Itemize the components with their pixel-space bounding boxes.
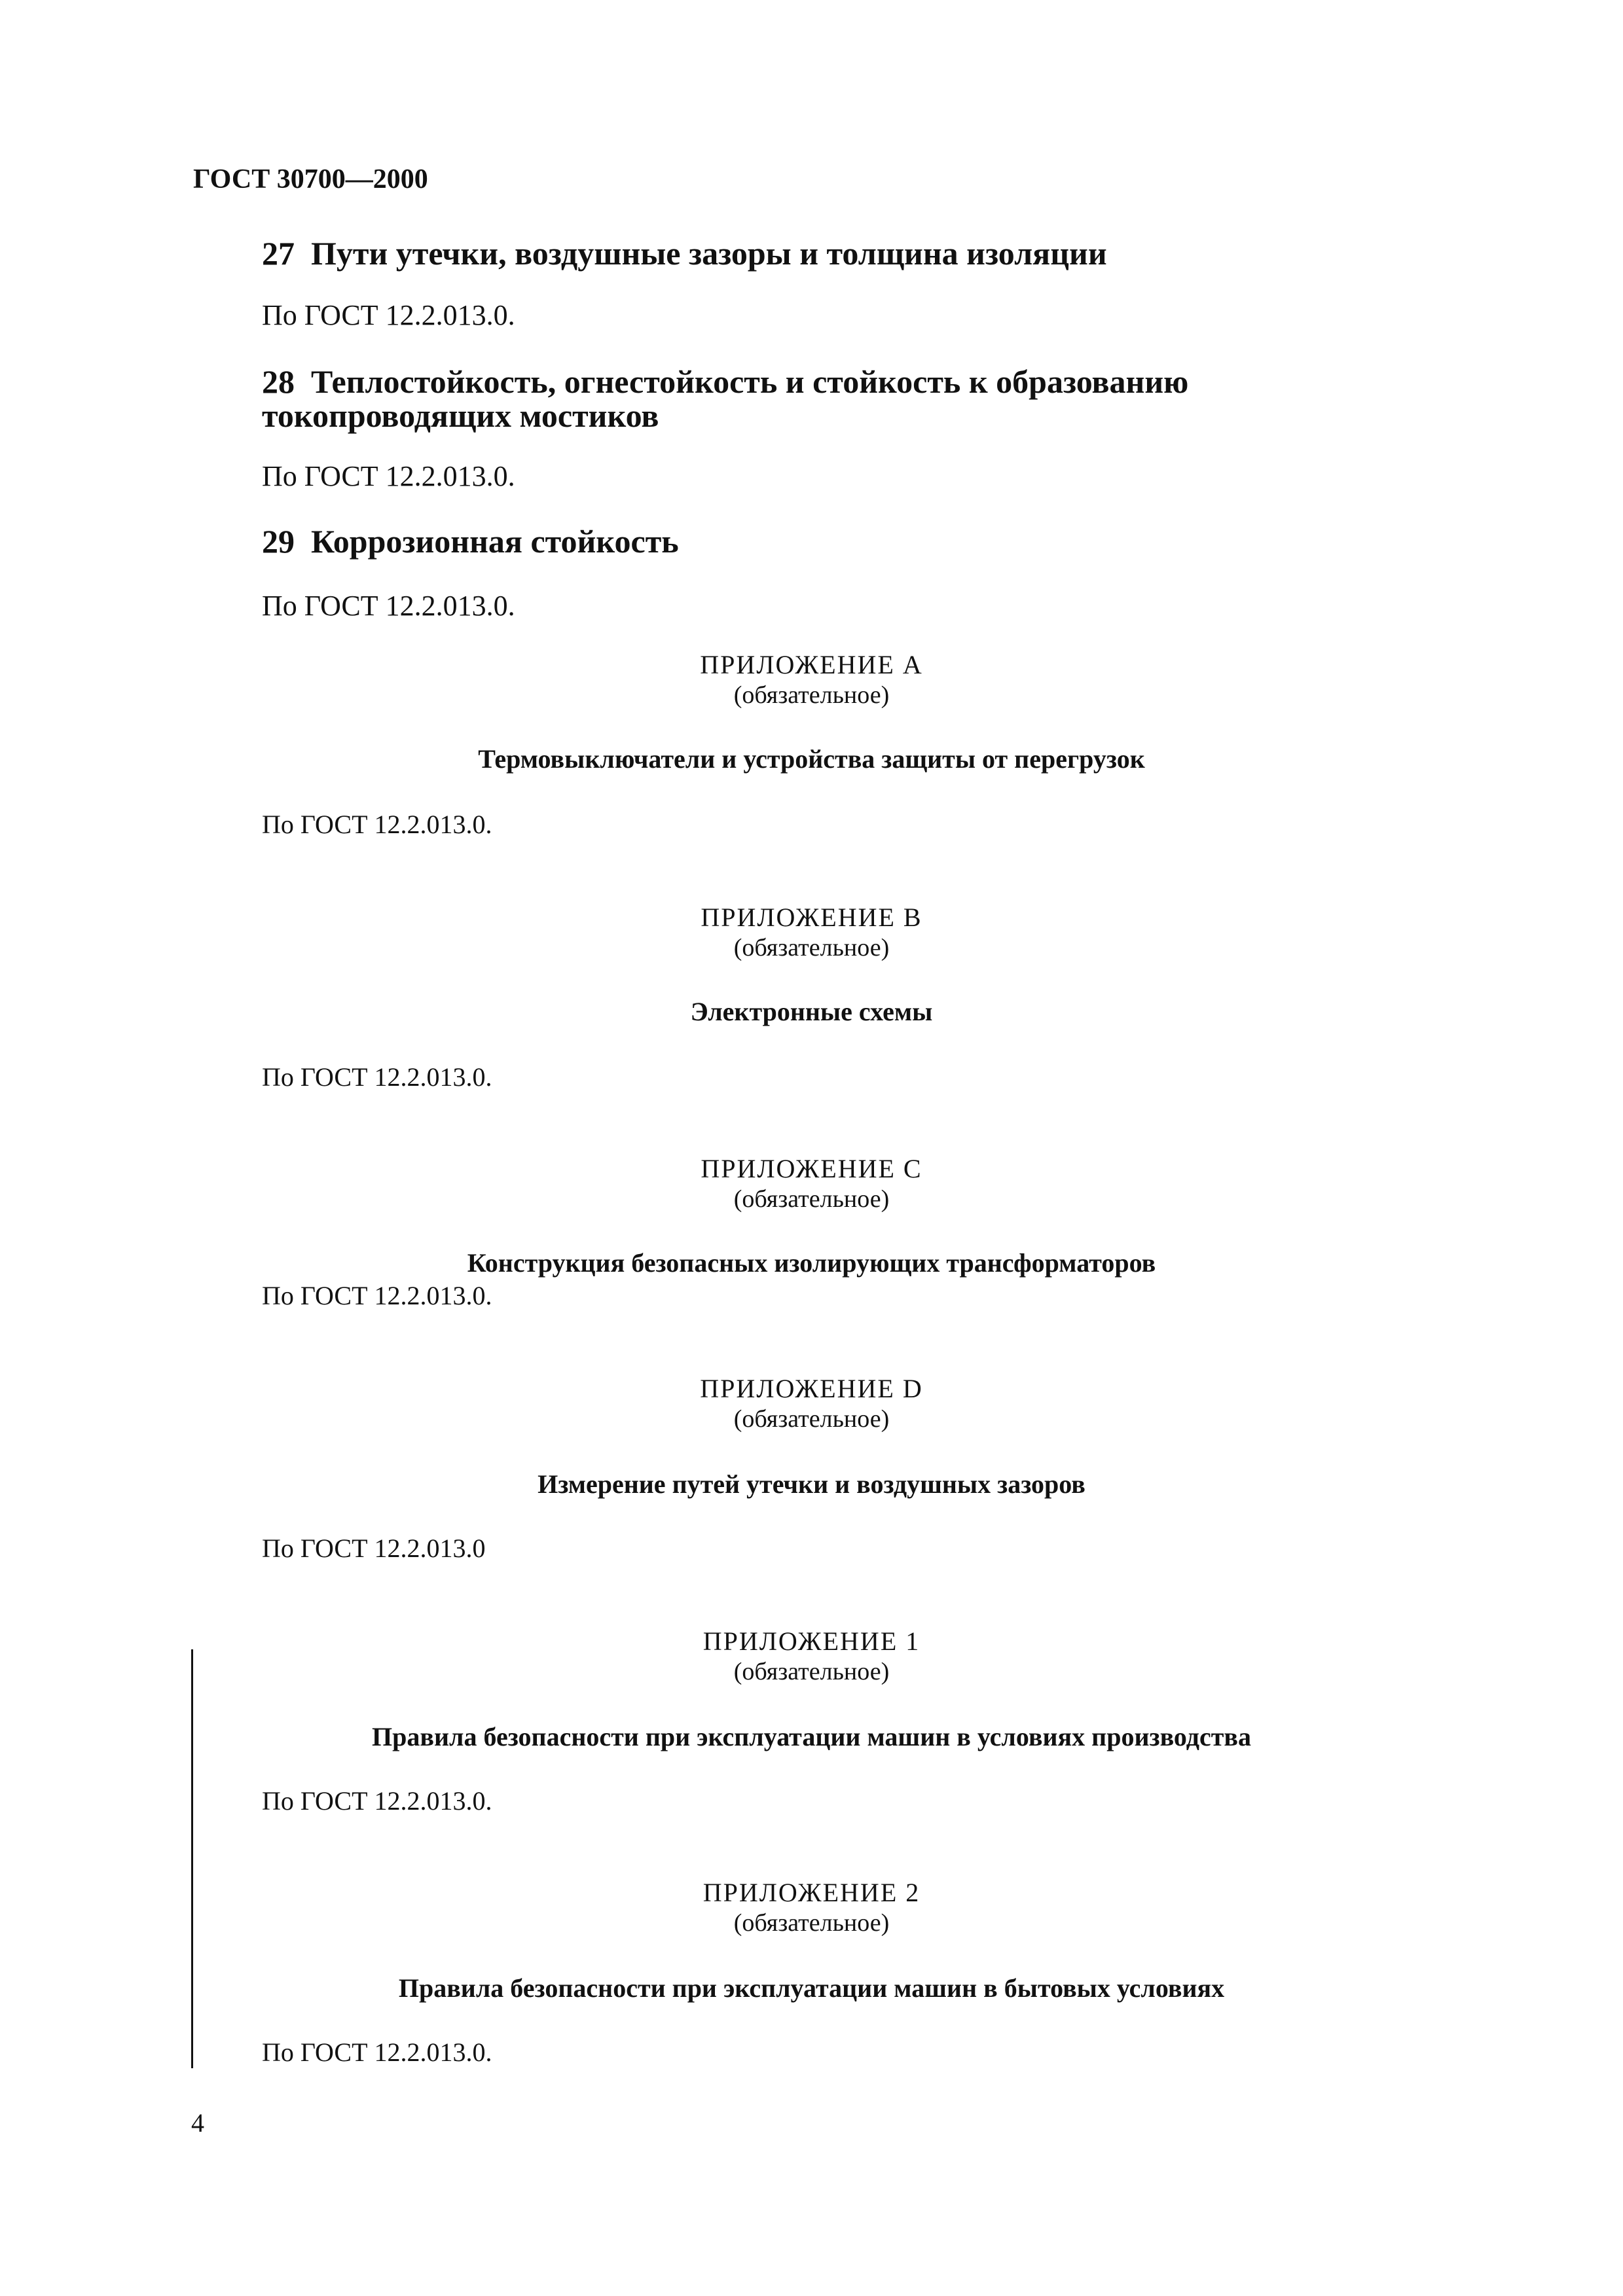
appendix-a-status: (обязательное) [733, 681, 890, 709]
section-title: Коррозионная стойкость [311, 523, 679, 560]
section-28-text: По ГОСТ 12.2.013.0. [262, 460, 515, 492]
page-number: 4 [191, 2108, 204, 2138]
appendix-2-heading: Правила безопасности при эксплуатации машин в бытовых условиях [398, 1973, 1225, 2003]
appendix-2-status: (обязательное) [733, 1909, 890, 1937]
appendix-2-label: ПРИЛОЖЕНИЕ 2 [702, 1878, 921, 1907]
appendix-a-text: По ГОСТ 12.2.013.0. [262, 810, 492, 839]
section-27-text: По ГОСТ 12.2.013.0. [262, 299, 515, 331]
appendix-b-status: (обязательное) [733, 934, 890, 961]
appendix-d-text: По ГОСТ 12.2.013.0 [262, 1534, 486, 1563]
appendix-2-text: По ГОСТ 12.2.013.0. [262, 2037, 492, 2067]
appendix-a-label: ПРИЛОЖЕНИЕ А [700, 650, 923, 679]
appendix-b-heading: Электронные схемы [690, 997, 933, 1026]
appendix-c-heading: Конструкция безопасных изолирующих трансформаторов [467, 1248, 1156, 1278]
document-id: ГОСТ 30700—2000 [193, 164, 428, 194]
appendix-c-label: ПРИЛОЖЕНИЕ С [701, 1154, 922, 1183]
section-title-line1: Теплостойкость, огнестойкость и стойкость к образованию [311, 363, 1189, 400]
section-29-text: По ГОСТ 12.2.013.0. [262, 590, 515, 622]
appendix-1-heading: Правила безопасности при эксплуатации машин в условиях производства [372, 1722, 1251, 1751]
section-number: 27 [262, 235, 295, 272]
appendix-c-text: По ГОСТ 12.2.013.0. [262, 1281, 492, 1310]
appendix-d-heading: Измерение путей утечки и воздушных зазоров [538, 1469, 1085, 1499]
appendix-1-status: (обязательное) [733, 1658, 890, 1685]
revision-bar [191, 1649, 193, 2068]
appendix-1-label: ПРИЛОЖЕНИЕ 1 [702, 1626, 921, 1656]
section-28-heading [262, 365, 1188, 398]
appendix-1-text: По ГОСТ 12.2.013.0. [262, 1786, 492, 1816]
appendix-d-status: (обязательное) [733, 1405, 890, 1433]
appendix-b-label: ПРИЛОЖЕНИЕ В [701, 903, 922, 932]
section-title: Пути утечки, воздушные зазоры и толщина изоляции [311, 235, 1107, 272]
appendix-b-text: По ГОСТ 12.2.013.0. [262, 1062, 492, 1092]
section-number: 28 [262, 363, 295, 400]
appendix-d-label: ПРИЛОЖЕНИЕ D [700, 1374, 923, 1403]
section-29-heading [262, 525, 679, 558]
appendix-c-status: (обязательное) [733, 1185, 890, 1213]
section-27-heading [262, 237, 1107, 270]
section-number: 29 [262, 523, 295, 560]
appendix-a-heading: Термовыключатели и устройства защиты от перегрузок [478, 744, 1145, 774]
section-28-heading-line2: токопроводящих мостиков [262, 397, 659, 434]
